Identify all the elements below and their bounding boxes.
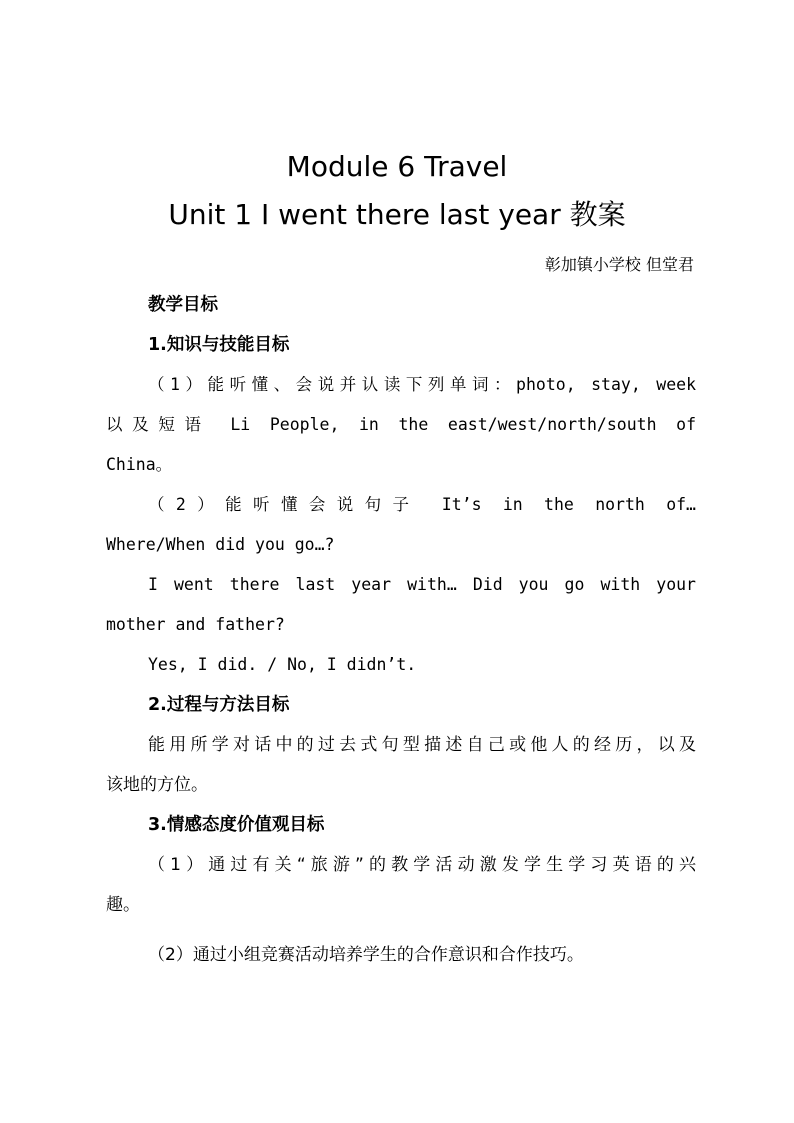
paragraph-line: （1）能听懂、会说并认读下列单词：photo, stay, week [148, 375, 696, 394]
paragraph-line: Yes, I did. / No, I didn’t. [148, 655, 417, 674]
paragraph-line: Where/When did you go…? [106, 535, 335, 554]
document-title-unit: Unit 1 I went there last year 教案 [168, 198, 626, 231]
author-line: 彰加镇小学校 但堂君 [544, 255, 694, 274]
paragraph-line: （2）能听懂会说句子 It’s in the north of… [148, 495, 696, 514]
document-title-module: Module 6 Travel [286, 150, 508, 183]
paragraph-line: 能用所学对话中的过去式句型描述自己或他人的经历，以及 [148, 735, 696, 755]
paragraph-line: （1）通过有关“旅游”的教学活动激发学生学习英语的兴 [148, 855, 696, 875]
paragraph-line: 趣。 [106, 895, 140, 915]
paragraph-line: China。 [106, 455, 173, 474]
paragraph-line: I went there last year with… Did you go with your [148, 575, 696, 594]
paragraph-line: 以及短语 Li People, in the east/west/north/south of [106, 415, 696, 434]
subheading-process-methods: 2.过程与方法目标 [148, 695, 290, 715]
subheading-knowledge-skills: 1.知识与技能目标 [148, 335, 290, 355]
paragraph-line: 该地的方位。 [106, 775, 208, 795]
paragraph-line: mother and father? [106, 615, 285, 634]
paragraph-line: （2）通过小组竞赛活动培养学生的合作意识和合作技巧。 [148, 945, 584, 965]
section-heading-objectives: 教学目标 [148, 295, 218, 315]
subheading-emotional-values: 3.情感态度价值观目标 [148, 815, 325, 835]
